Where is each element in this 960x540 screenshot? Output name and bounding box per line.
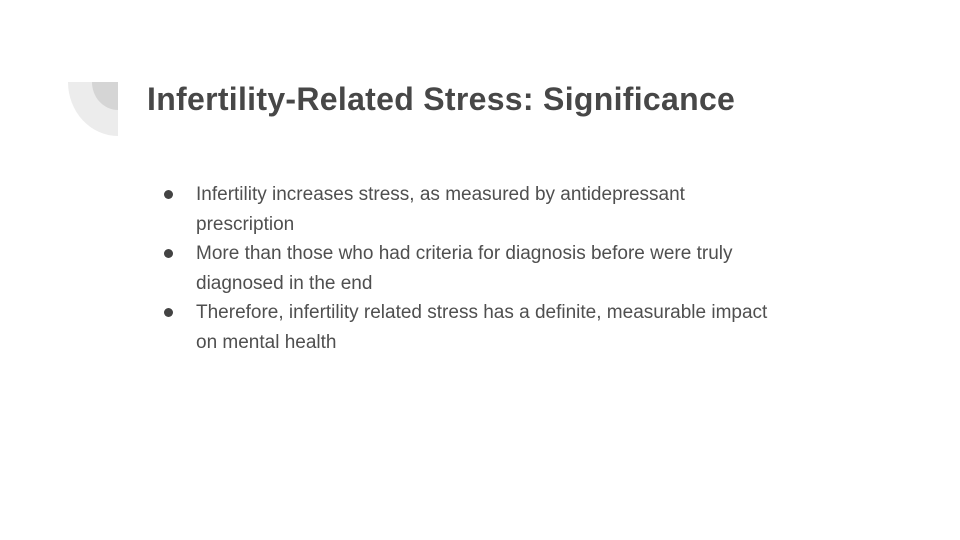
quarter-circle-decoration xyxy=(68,82,118,136)
list-item xyxy=(164,298,874,357)
slide-title: Infertility-Related Stress: Significance xyxy=(147,81,736,117)
bullet-icon xyxy=(164,249,173,258)
bullet-list xyxy=(164,180,874,358)
bullet-text xyxy=(196,298,874,357)
bullet-line: on mental health xyxy=(196,331,337,353)
bullet-line: More than those who had criteria for diagnosis before were truly xyxy=(196,243,733,265)
bullet-line: prescription xyxy=(196,213,295,235)
bullet-line: Therefore, infertility related stress has a definite, measurable impact xyxy=(196,302,768,324)
quarter-circle-decoration-inner xyxy=(92,82,118,110)
bullet-icon xyxy=(164,190,173,199)
bullet-icon xyxy=(164,308,173,317)
bullet-line: Infertility increases stress, as measured by antidepressant xyxy=(196,184,685,205)
bullet-text xyxy=(196,180,874,239)
list-item xyxy=(164,180,874,239)
bullet-line: diagnosed in the end xyxy=(196,272,373,294)
bullet-text xyxy=(196,239,874,298)
list-item xyxy=(164,239,874,298)
